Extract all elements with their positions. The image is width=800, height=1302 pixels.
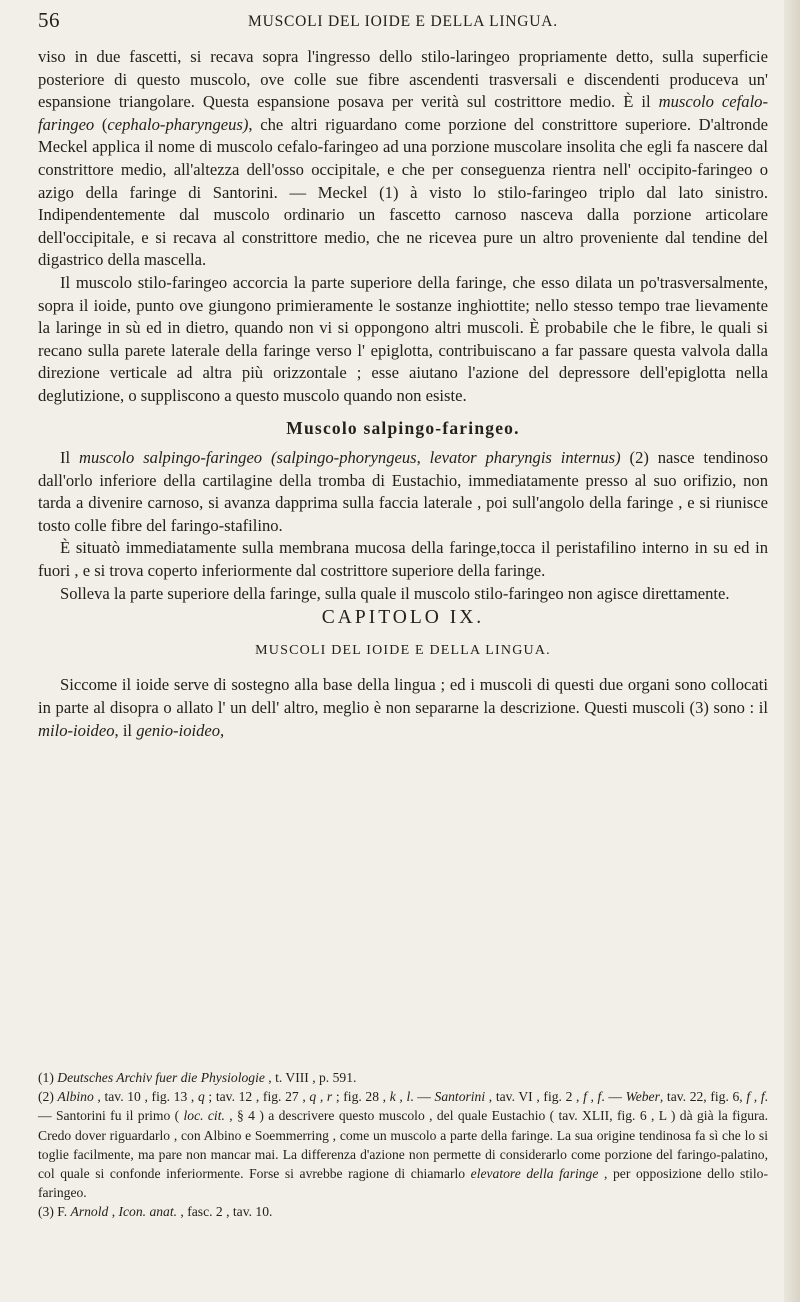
italic-source: Santorini [434, 1089, 486, 1105]
footnote-2 [38, 1087, 768, 1202]
italic-source: Arnold [70, 1204, 109, 1220]
paragraph [38, 46, 768, 272]
italic-letter: q [197, 1089, 205, 1105]
italic-source: Deutsches Archiv fuer die Physiologie [57, 1070, 265, 1085]
chapter-subtitle: MUSCOLI DEL IOIDE E DELLA LINGUA. [255, 642, 551, 658]
italic-letter: f , f [583, 1089, 602, 1105]
italic-source: Icon. anat. [118, 1204, 178, 1220]
footnotes [38, 1068, 768, 1222]
italic-term: genio-ioideo, [136, 720, 225, 740]
text-run: ( [94, 114, 108, 134]
italic-term: cephalo-pharyngeus) [107, 114, 249, 134]
text-run: ; tav. 12 , fig. 27 , [204, 1089, 310, 1105]
text-run: Il [60, 448, 80, 468]
text-run: (3) F. [38, 1204, 71, 1220]
text-run: , per opposizione dello stilo-faringeo. [38, 1166, 768, 1201]
text-run: (1) [38, 1070, 58, 1085]
text-run: , [416, 448, 430, 468]
italic-term: milo-ioideo [38, 720, 115, 740]
text-run: (2) [38, 1089, 58, 1105]
section-heading: Muscolo salpingo-faringeo. [286, 417, 520, 438]
text-run: , [108, 1204, 119, 1220]
italic-term: muscolo salpingo-faringeo (salpingo-phoryngeus [79, 448, 417, 468]
paragraph [38, 674, 768, 742]
paragraph: Il muscolo stilo-faringeo accorcia la parte superiore della faringe, che esso dilata un po'trasversalmente, sopra il ioide, punto ove giungono primieramente le sostanze inghiottite; nello stesso tempo trae lievamente la laringe in sù ed in dietro, quando non vi si oppongono altri muscoli. È probabile che le fibre, le quali si recano sulla parete laterale della faringe verso l' epiglotta, contribuiscano a far passare questa valvola dalla direzione verticale ad altra più orizzontale ; esse aiutano l'azione del depressore dell'epiglotta nella deglutizione, o suppliscono a questo muscolo quando non esiste. [38, 272, 768, 405]
page-header [38, 8, 768, 42]
italic-source: Weber [625, 1089, 660, 1105]
italic-term: levator pharyngis internus) [429, 448, 621, 468]
italic-letter: f , f [746, 1089, 765, 1105]
chapter-title: CAPITOLO IX. [321, 607, 485, 629]
text-run: , t. VIII , p. 591. [264, 1070, 357, 1085]
italic-letter: k , l [389, 1089, 411, 1105]
page-edge [784, 0, 800, 1302]
paragraph: Solleva la parte superiore della faringe, sulla quale il muscolo stilo-faringeo non agisce direttamente. [60, 583, 730, 603]
text-run: Siccome il ioide serve di sostegno alla base della lingua ; ed i muscoli di questi due organi sono collocati in parte al disopra o allato l' un dell' altro, meglio è non separarne la descrizione. Questi muscoli (3) sono : il [38, 675, 768, 718]
italic-letter: q , r [309, 1089, 333, 1105]
text-run: , fasc. 2 , tav. 10. [177, 1204, 273, 1220]
text-run: . — [410, 1089, 435, 1105]
text-run: , tav. VI , fig. 2 , [485, 1089, 584, 1105]
page-number: 56 [38, 8, 60, 32]
text-run: , che altri riguardano come porzione del constrittore superiore. D'altronde Meckel applica il nome di muscolo cefalo-faringeo ad una porzione muscolare insolita che egli fa nascere dal constrittore medio, all'altezza dell'osso occipitale, e che per conseguenza rientra nell' occipito-faringeo o azigo della faringe di Santorini. — Meckel (1) à visto lo stilo-faringeo triplo dal lato sinistro. Indipendentemente dal muscolo ordinario un fascetto carnoso nasceva dalla porzione articolare dell'occipitale, e si recava al constrittore medio, che ne ricevea pure un altro proveniente dal tendine del digastrico della mascella. [38, 114, 768, 270]
text-run: , tav. 22, fig. 6, [659, 1089, 747, 1105]
body-text [38, 46, 768, 742]
text-run: (2) nasce tendinoso dall'orlo inferiore della cartilagine della tromba di Eustachio, immediatamente presso al suo orifizio, non tarda a divenire carnoso, si avanza dapprima sulla faccia laterale , poi sull'angolo della faringe , e si riunisce tosto colle fibre del faringo-stafilino. [38, 448, 768, 535]
italic-term: muscolo cefalo-faringeo [38, 92, 769, 134]
paragraph: È situatò immediatamente sulla membrana mucosa della faringe,tocca il peristafilino interno in su ed in fuori , e si trova coperto inferiormente dal costrittore superiore della faringe. [38, 538, 768, 581]
footnote-1 [38, 1068, 768, 1087]
text-run: , § 4 ) a descrivere questo muscolo , del quale Eustachio ( tav. XLII, fig. 6 , L ) dà già la figura. Credo dover riguardarlo , con Albino e Soemmerring , come un muscolo a parte della faringe. La sua origine tendinosa fa sì che lo si toglie facilmente, ma pare non mancar mai. La differenza d'azione non permette di considerarlo come porzione del faringo-palatino, col quale si confonde inferiormente. Forse si avrebbe ragione di chiamarlo [38, 1108, 769, 1182]
footnote-3 [38, 1202, 768, 1221]
running-head: MUSCOLI DEL IOIDE E DELLA LINGUA. [248, 13, 558, 30]
italic-source: loc. cit. [183, 1108, 225, 1124]
text-run: , tav. 10 , fig. 13 , [93, 1089, 198, 1105]
text-run: . — [601, 1089, 626, 1105]
text-run: . — Santorini fu il primo ( [38, 1089, 769, 1124]
text-run: viso in due fascetti, si recava sopra l'ingresso dello stilo-laringeo propriamente detto, sulla superficie posteriore di questo muscolo, ove colle sue fibre ascendenti trasversali e discendenti produceva un' espansione triangolare. Questa espansione posava per verità sul costrittore medio. È il [38, 47, 768, 112]
italic-source: Albino [57, 1089, 94, 1105]
text-run: , il [114, 720, 137, 740]
paragraph [38, 447, 768, 537]
text-run: ; fig. 28 , [332, 1089, 390, 1105]
italic-term: elevatore della faringe [470, 1166, 599, 1182]
